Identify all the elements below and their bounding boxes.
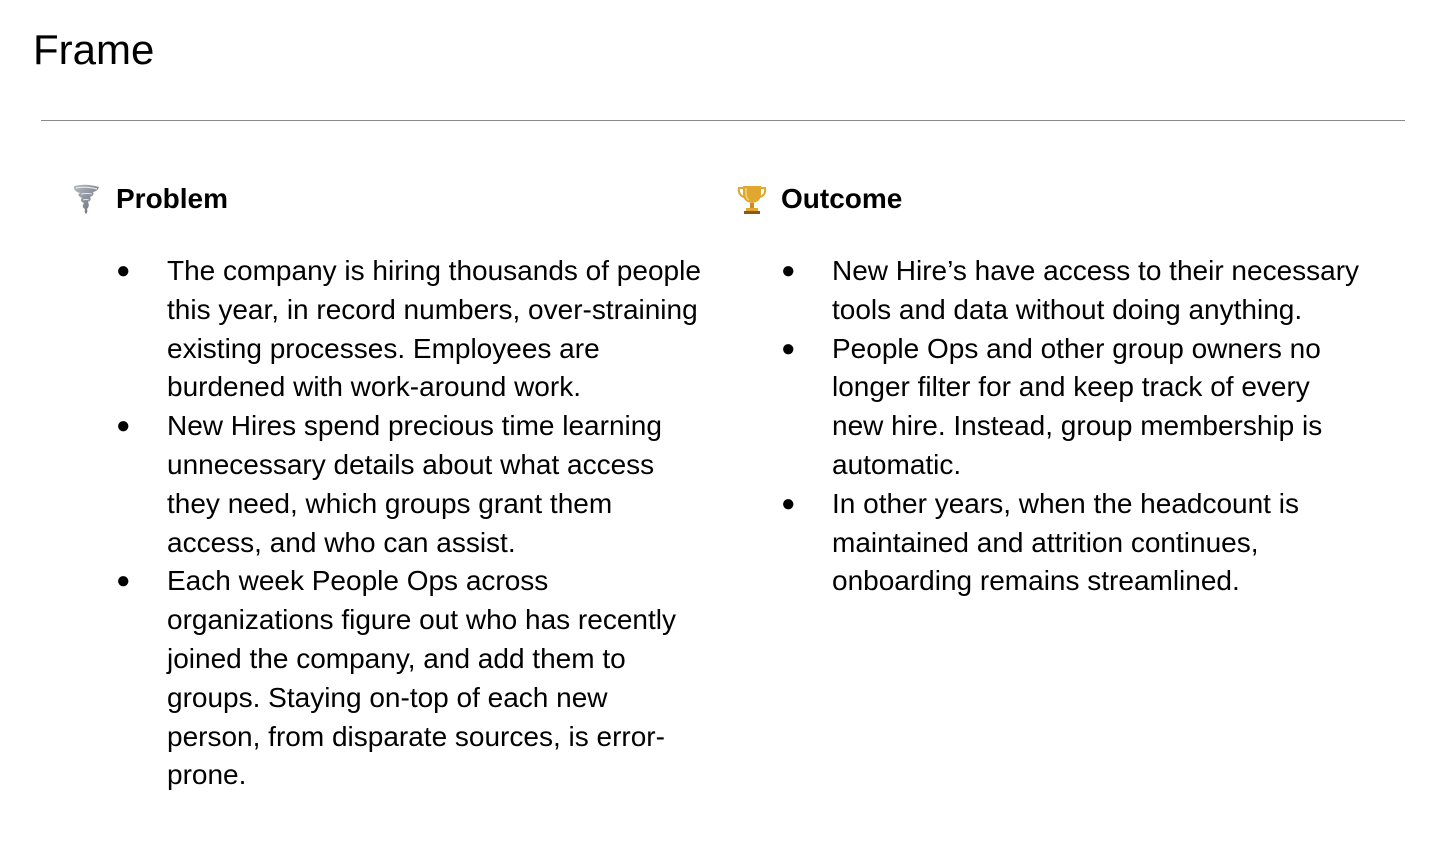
outcome-list — [781, 252, 1381, 601]
problem-heading — [72, 180, 712, 218]
bullet-marker: ● — [116, 412, 131, 440]
horizontal-divider — [41, 120, 1405, 121]
bullet-marker: ● — [781, 334, 796, 362]
list-item — [116, 407, 716, 562]
list-item-text: Each week People Ops across organizations figure out who has recently joined the company, and add them to groups. Staying on-top of each new person, from disparate sources, is error-prone. — [167, 565, 676, 791]
outcome-heading — [737, 180, 1377, 218]
bullet-marker: ● — [116, 257, 131, 284]
list-item-text: In other years, when the headcount is maintained and attrition continues, onboarding remains streamlined. — [832, 487, 1299, 597]
tornado-icon — [72, 183, 102, 215]
trophy-icon — [737, 183, 767, 215]
problem-list — [116, 252, 716, 795]
list-item-text: People Ops and other group owners no longer filter for and keep track of every new hire. Instead, group membership is automatic. — [832, 332, 1323, 480]
list-item — [781, 485, 1381, 601]
list-item — [781, 330, 1381, 485]
list-item — [781, 252, 1381, 330]
outcome-section — [737, 180, 1377, 597]
bullet-marker: ● — [781, 489, 796, 517]
list-item-text: New Hires spend precious time learning unnecessary details about what access they need, which groups grant them access, and who can assist. — [167, 410, 662, 558]
bullet-marker: ● — [116, 567, 131, 595]
outcome-heading-label: Outcome — [781, 183, 903, 214]
list-item — [116, 562, 716, 795]
list-item-text: New Hire’s have access to their necessary tools and data without doing anything. — [832, 255, 1360, 325]
list-item-text: The company is hiring thousands of people this year, in record numbers, over-straining existing processes. Employees are burdened with work-around work. — [167, 255, 701, 403]
bullet-marker: ● — [781, 257, 796, 284]
problem-heading-label: Problem — [116, 183, 229, 214]
page-title: Frame — [33, 26, 155, 73]
list-item — [116, 252, 716, 407]
problem-section — [72, 180, 712, 791]
